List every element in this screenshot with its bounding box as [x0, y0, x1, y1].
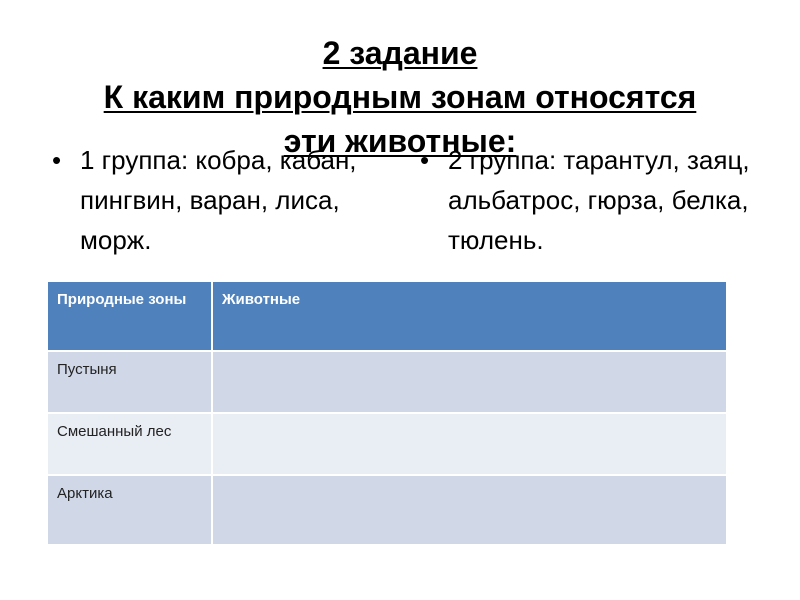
zone-cell-mixed-forest: Смешанный лес	[47, 413, 212, 475]
table-header-row	[47, 281, 727, 351]
group-2-item: • 2 группа: тарантул, заяц, альбатрос, гюрза, белка, тюлень.	[418, 140, 758, 260]
header-natural-zones: Природные зоны	[47, 281, 212, 351]
group-2-column	[418, 140, 758, 280]
title-line-3: эти животные:	[283, 123, 517, 160]
table-row	[47, 475, 727, 545]
group-2-list	[418, 140, 758, 260]
animals-cell-arctic[interactable]	[212, 475, 727, 545]
title-line-1: 2 задание	[322, 35, 478, 72]
table-row	[47, 413, 727, 475]
group-1-item: • 1 группа: кобра, кабан, пингвин, варан, лиса, морж.	[50, 140, 370, 260]
group-1-list	[50, 140, 370, 260]
table-row	[47, 351, 727, 413]
animals-cell-desert[interactable]	[212, 351, 727, 413]
zone-cell-desert: Пустыня	[47, 351, 212, 413]
title-line-2: К каким природным зонам относятся	[103, 79, 697, 116]
group-1-column	[50, 140, 370, 280]
header-animals: Животные	[212, 281, 727, 351]
zones-table	[46, 280, 728, 546]
zone-cell-arctic: Арктика	[47, 475, 212, 545]
animals-cell-mixed-forest[interactable]	[212, 413, 727, 475]
